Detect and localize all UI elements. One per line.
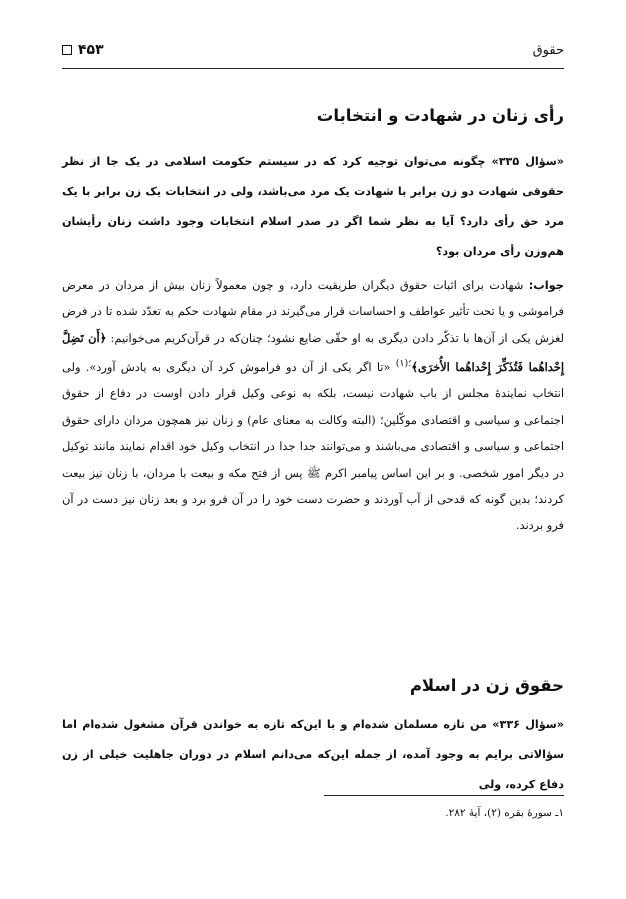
footnote-reference[interactable]: ؛(۱) [395, 358, 412, 370]
answer-335-paragraph [62, 272, 564, 539]
section-1 [62, 106, 564, 125]
answer-text-part1: شهادت برای اثبات حقوق دیگران طریقیت دارد، و چون معمولاً زنان بیش از مردان در معرض فراموشی و یا تحت تأثیر عواطف و احساسات قرار می‌گیرند در مقام شهادت حکم به تعدّد شده تا در فرض لغزش یکی از آن‌ها با تذکّر دادن دیگری به او حقّی ضایع نشود؛ چنان‌که در قرآن‌کریم می‌خوانیم: [62, 278, 564, 345]
footnote-divider [324, 795, 564, 796]
section-1-title: رأی زنان در شهادت و انتخابات [316, 106, 564, 125]
question-335 [62, 147, 564, 267]
answer-text-part2: «تا اگر یکی از آن دو فراموش کرد آن دیگری به یادش آورد». ولی انتخاب نمایندهٔ مجلس از باب شهادت نیست، بلکه به نوعی وکیل قرار دادن اوست در دفاع از حقوق اجتماعی و سیاسی و اقتصادی موکّلین؛ (البته وکالت به معنای عام) و زنان نیز همچون مردان دارای حقوق اجتماعی و سیاسی و اقتصادی می‌باشند و می‌توانند جدا جدا در انتخاب وکیل خود اقدام نمایند مانند توکیل در دیگر امور شخصی. و بر این اساس پیامبر اکرم ﷺ پس از فتح مکه و بیعت با مردان، با زنان نیز بیعت کردند؛ بدین گونه که قدحی از آب آوردند و حضرت دست خود را در آن فرو برد و بعد زنان نیز دست در آن فرو بردند. [62, 360, 564, 533]
answer-335 [62, 272, 564, 539]
section-2 [62, 676, 564, 695]
page-header [62, 38, 564, 62]
page-number: ۴۵۳ [78, 42, 104, 58]
section-2-title: حقوق زن در اسلام [409, 676, 564, 695]
question-336 [62, 710, 564, 800]
quran-verse: ﴿أَن تَضِلَّ إِحْداهُما فَتُذَكِّرَ إِحْداهُما الأُخرَى﴾ [62, 330, 564, 375]
footnote: ۱ـ سورهٔ بقره (۲)، آیهٔ ۲۸۲. [445, 807, 564, 819]
page-number-group [62, 42, 104, 58]
answer-label: جواب: [528, 278, 564, 292]
question-335-text: «سؤال ۳۳۵» چگونه می‌توان توجیه کرد که در سیستم حکومت اسلامی در یک جا از نظر حقوقی شهادت دو زن برابر با شهادت یک مرد می‌باشد، ولی در انتخابات یک زن برابر با یک مرد حق رأی دارد؟ آیا به نظر شما اگر در صدر اسلام انتخابات وجود داشت زنان رأیشان هم‌وزن رأی مردان بود؟ [62, 155, 564, 258]
running-title: حقوق [532, 42, 564, 58]
header-divider [62, 68, 564, 69]
question-336-text: «سؤال ۳۳۶» من تازه مسلمان شده‌ام و با این‌که تازه به خواندن قرآن مشغول شده‌ام اما سؤالاتی برایم به وجود آمده، از جمله این‌که می‌دانم اسلام در دوران جاهلیت خیلی از زن دفاع کرده، ولی [62, 718, 564, 791]
square-icon [62, 45, 72, 55]
